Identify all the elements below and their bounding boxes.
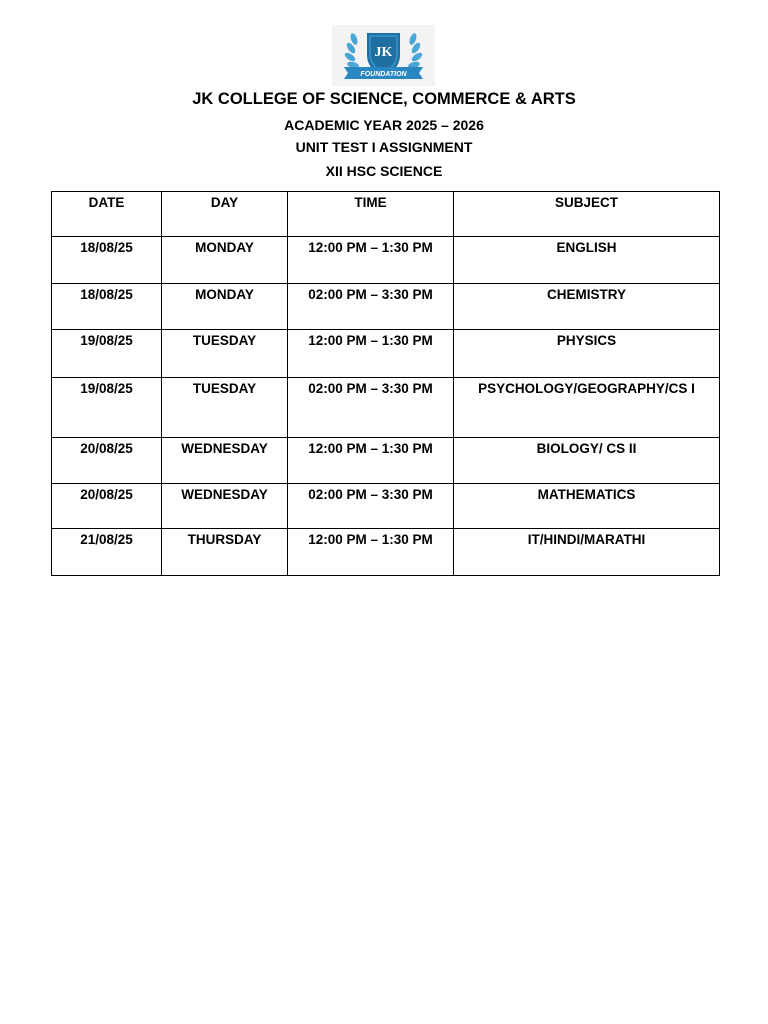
cell-subject: PSYCHOLOGY/GEOGRAPHY/CS I <box>454 378 720 438</box>
logo-emblem <box>332 25 435 86</box>
column-header-subject: SUBJECT <box>454 192 720 237</box>
table-row <box>52 284 720 330</box>
cell-day: THURSDAY <box>162 529 288 576</box>
cell-day: MONDAY <box>162 237 288 284</box>
cell-date: 21/08/25 <box>52 529 162 576</box>
timetable <box>51 191 720 576</box>
cell-subject: BIOLOGY/ CS II <box>454 438 720 484</box>
exam-title: UNIT TEST I ASSIGNMENT <box>295 139 473 155</box>
cell-time: 12:00 PM – 1:30 PM <box>288 330 454 378</box>
cell-subject: ENGLISH <box>454 237 720 284</box>
cell-time: 12:00 PM – 1:30 PM <box>288 438 454 484</box>
table-header-row <box>52 192 720 237</box>
cell-date: 19/08/25 <box>52 378 162 438</box>
academic-year: ACADEMIC YEAR 2025 – 2026 <box>284 117 484 133</box>
cell-date: 20/08/25 <box>52 484 162 529</box>
table-row <box>52 330 720 378</box>
cell-time: 02:00 PM – 3:30 PM <box>288 378 454 438</box>
cell-subject: CHEMISTRY <box>454 284 720 330</box>
cell-date: 20/08/25 <box>52 438 162 484</box>
class-name: XII HSC SCIENCE <box>325 163 443 179</box>
table-row <box>52 237 720 284</box>
table-row <box>52 484 720 529</box>
logo-initials: JK <box>374 45 393 60</box>
cell-day: TUESDAY <box>162 378 288 438</box>
cell-date: 18/08/25 <box>52 284 162 330</box>
column-header-date: DATE <box>52 192 162 237</box>
cell-day: TUESDAY <box>162 330 288 378</box>
college-name: JK COLLEGE OF SCIENCE, COMMERCE & ARTS <box>192 90 576 108</box>
cell-day: WEDNESDAY <box>162 484 288 529</box>
cell-day: MONDAY <box>162 284 288 330</box>
table-row <box>52 438 720 484</box>
cell-date: 18/08/25 <box>52 237 162 284</box>
cell-subject: IT/HINDI/MARATHI <box>454 529 720 576</box>
college-logo <box>332 25 435 86</box>
table-row <box>52 378 720 438</box>
cell-subject: PHYSICS <box>454 330 720 378</box>
logo-banner-text: FOUNDATION <box>360 71 407 78</box>
cell-subject: MATHEMATICS <box>454 484 720 529</box>
cell-time: 12:00 PM – 1:30 PM <box>288 529 454 576</box>
column-header-day: DAY <box>162 192 288 237</box>
table-row <box>52 529 720 576</box>
cell-time: 02:00 PM – 3:30 PM <box>288 284 454 330</box>
cell-time: 02:00 PM – 3:30 PM <box>288 484 454 529</box>
cell-date: 19/08/25 <box>52 330 162 378</box>
column-header-time: TIME <box>288 192 454 237</box>
cell-day: WEDNESDAY <box>162 438 288 484</box>
cell-time: 12:00 PM – 1:30 PM <box>288 237 454 284</box>
